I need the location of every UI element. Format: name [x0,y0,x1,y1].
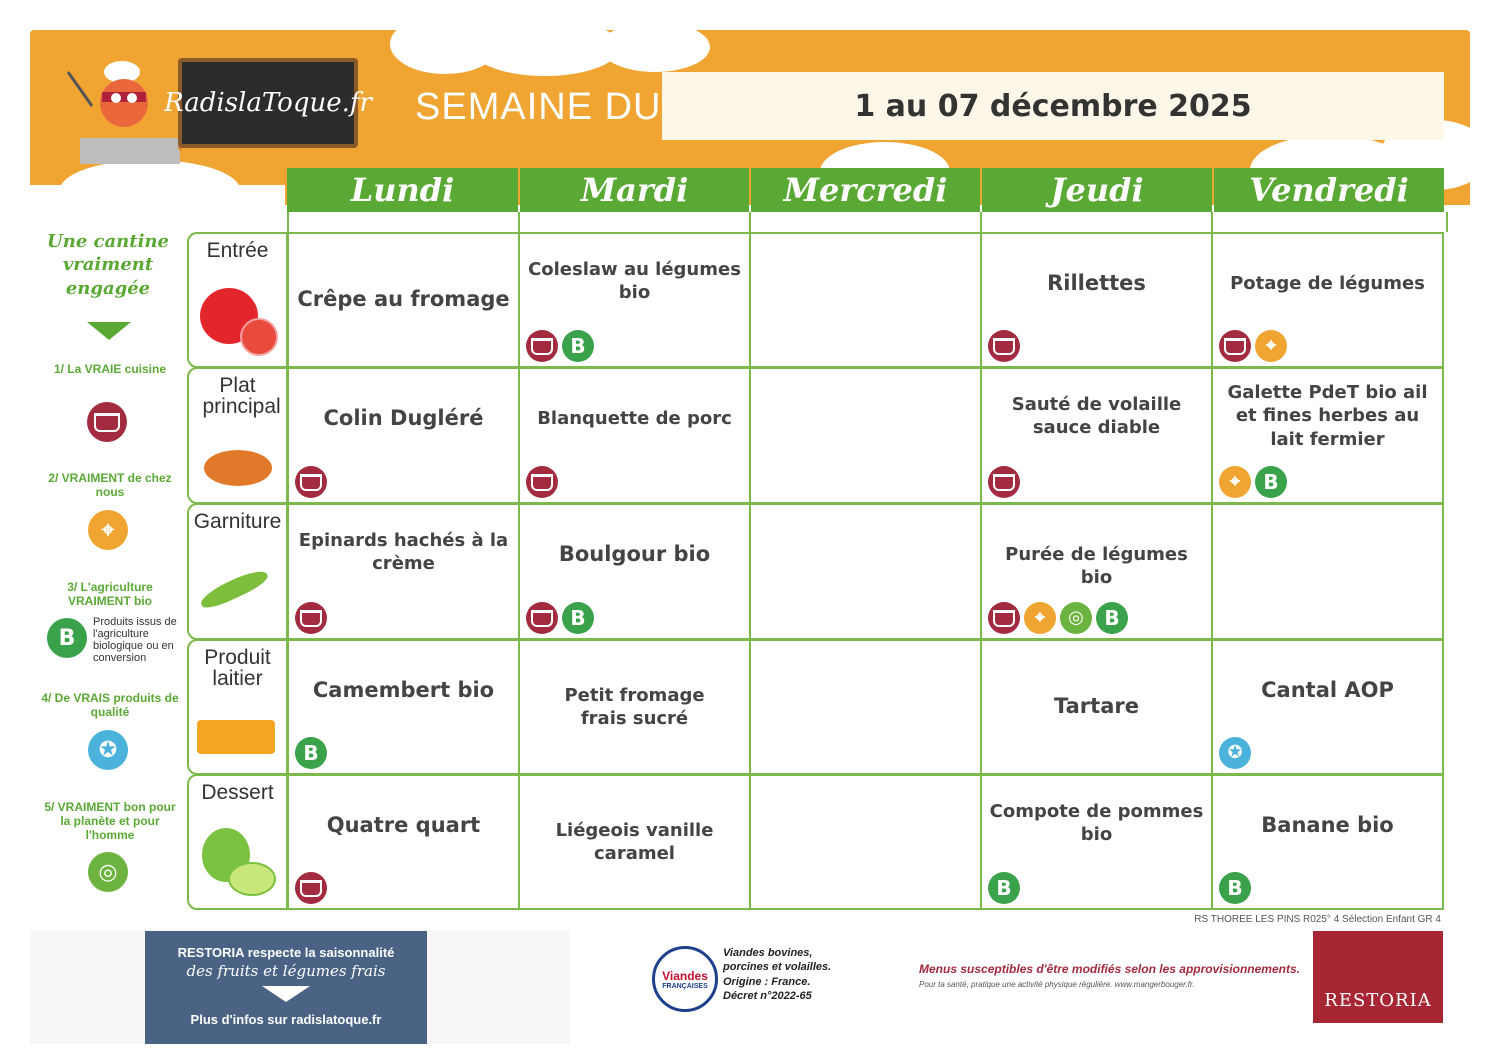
row-label-text: Dessert [201,781,274,804]
menu-cell-vendredi-garniture [1211,503,1444,640]
seasonality-line2: des fruits et légumes frais [186,962,386,980]
row-label-laitier [187,639,288,775]
seasonality-line1: RESTORIA respecte la saisonnalité [177,945,395,960]
menu-cell-lundi-entree [287,232,520,368]
pot-icon [988,466,1020,498]
bio-icon: B [295,737,327,769]
cloud-decoration [470,18,620,76]
cheese-icon [197,720,275,754]
menu-cell-lundi-dessert [287,774,520,910]
row-label-text: Plat principal [202,374,281,418]
menu-cell-mardi-laitier [518,639,751,775]
meat-origin-line: Origine : France. [723,975,811,988]
menu-cell-vendredi-dessert [1211,774,1444,910]
seasonality-link[interactable]: Plus d'infos sur radislatoque.fr [190,1012,382,1027]
day-header-spacer [980,212,1217,232]
bio-icon: B [1096,602,1128,634]
dish-name: Compote de pommes bio [989,801,1204,846]
dish-name: Rillettes [1047,271,1146,295]
menu-cell-vendredi-laitier [1211,639,1444,775]
dish-name: Quatre quart [326,813,481,837]
menu-cell-mardi-dessert [518,774,751,910]
menu-cell-mardi-garniture [518,503,751,640]
pot-icon [526,602,558,634]
tomato-slice-icon [240,318,278,356]
apple-slice-icon [228,862,276,896]
pot-icon [295,872,327,904]
roast-chicken-icon [204,450,272,486]
menu-cell-vendredi-entree [1211,232,1444,368]
seasonality-box [145,931,427,1044]
meat-origin-text [723,946,831,1003]
day-header-mercredi: Mercredi [751,168,980,212]
menu-cell-jeudi-plat [980,367,1213,504]
menu-cell-lundi-laitier [287,639,520,775]
dish-name: Purée de légumes bio [1005,544,1188,589]
dish-name: Camembert bio [312,678,495,702]
menu-cell-jeudi-dessert [980,774,1213,910]
row-label-text: Produit laitier [204,646,271,690]
sidebar-tagline: Une cantine vraiment engagée [47,231,169,299]
dish-name: Crêpe au fromage [297,287,510,312]
pot-icon [988,330,1020,362]
local-icon: ⌖ [1024,602,1056,634]
meat-origin-line: Décret n°2022-65 [723,989,812,1002]
day-header-spacer [1211,212,1448,232]
legend-item-text: 4/ De VRAIS produits de qualité [41,691,179,719]
pot-icon [295,602,327,634]
row-label-text: Entrée [206,239,269,262]
bio-icon: B [562,602,594,634]
local-icon: ⌖ [1255,330,1287,362]
dish-name: Boulgour bio [558,542,711,566]
legend-item-text: 5/ VRAIMENT bon pour la planète et pour l'homme [44,800,176,842]
day-header-spacer [518,212,754,232]
menu-cell-lundi-plat [287,367,520,504]
dish-name: Tartare [1054,694,1139,719]
viandes-francaises-logo [652,946,718,1012]
pot-icon [87,402,127,442]
day-header-jeudi: Jeudi [982,168,1212,212]
bio-icon: B [1219,872,1251,904]
dish-name: Galette PdeT bio ail et fines herbes au lait fermier [1227,382,1428,450]
pot-icon [1219,330,1251,362]
local-icon: ⌖ [88,510,128,550]
legend-item-text: 3/ L'agriculture VRAIMENT bio [67,580,153,608]
day-header-lundi: Lundi [287,168,518,212]
bio-icon: B [562,330,594,362]
day-header-mardi: Mardi [520,168,749,212]
meat-origin-line: porcines et volailles. [723,961,832,974]
vf-logo-subtext: FRANÇAISES [662,982,708,990]
menu-cell-lundi-garniture [287,503,520,640]
pot-icon [526,330,558,362]
local-icon: ⌖ [1219,466,1251,498]
day-header-vendredi: Vendredi [1214,168,1444,212]
day-header-spacer [287,212,522,232]
dish-name: Cantal AOP [1261,678,1394,702]
brand-logo: RadislaToque.fr [178,58,358,148]
arrow-down-icon [87,322,131,340]
menu-cell-jeudi-entree [980,232,1213,368]
meat-origin-line: Viandes bovines, [723,947,813,959]
cloud-decoration [600,22,710,72]
health-note: Pour ta santé, pratique une activité physique régulière. www.mangerbouger.fr. [919,980,1195,989]
week-range: 1 au 07 décembre 2025 [662,72,1444,140]
menu-cell-jeudi-garniture [980,503,1213,640]
dish-name: Sauté de volaille sauce diable [1011,394,1182,439]
quality-icon: ✪ [88,730,128,770]
bio-description: Produits issus de l'agriculture biologique ou en conversion [93,616,177,665]
menu-cell-mardi-plat [518,367,751,504]
menu-cell-mercredi-entree [749,232,982,368]
menu-cell-mardi-entree [518,232,751,368]
menu-cell-vendredi-plat [1211,367,1444,504]
menu-cell-mercredi-laitier [749,639,982,775]
bio-icon: B [47,618,87,658]
dish-name: Coleslaw au légumes bio [528,259,741,304]
dish-name: Colin Dugléré [323,406,484,430]
week-label: SEMAINE DU [415,86,662,128]
dish-name: Epinards hachés à la crème [298,530,509,575]
dish-name: Petit fromage frais sucré [564,684,705,729]
dish-name: Potage de légumes [1230,273,1425,294]
dish-name: Blanquette de porc [537,408,732,429]
planet-icon: ◎ [88,852,128,892]
row-label-text: Garniture [193,510,282,533]
menus-disclaimer: Menus susceptibles d'être modifiés selon les approvisionnements. [919,962,1300,976]
menu-cell-mercredi-plat [749,367,982,504]
menu-cell-jeudi-laitier [980,639,1213,775]
header-cut [30,185,285,209]
vf-logo-text: Viandes [662,968,708,983]
pot-icon [295,466,327,498]
pot-icon [988,602,1020,634]
bio-icon: B [988,872,1020,904]
arrow-down-icon [262,986,310,1002]
menu-code: RS THOREE LES PINS R025° 4 Sélection Enfant GR 4 [1194,914,1441,925]
menu-cell-mercredi-dessert [749,774,982,910]
dish-name: Banane bio [1261,813,1394,837]
bio-icon: B [1255,466,1287,498]
pot-icon [526,466,558,498]
legend-item-text: 1/ La VRAIE cuisine [53,362,167,376]
day-header-spacer [749,212,985,232]
planet-icon: ◎ [1060,602,1092,634]
dish-name: Liégeois vanille caramel [555,819,714,864]
restoria-logo: RESTORIA [1313,931,1443,1023]
menu-cell-mercredi-garniture [749,503,982,640]
quality-icon: ✪ [1219,737,1251,769]
legend-item-text: 2/ VRAIMENT de chez nous [48,471,172,499]
row-label-garniture [187,503,288,640]
